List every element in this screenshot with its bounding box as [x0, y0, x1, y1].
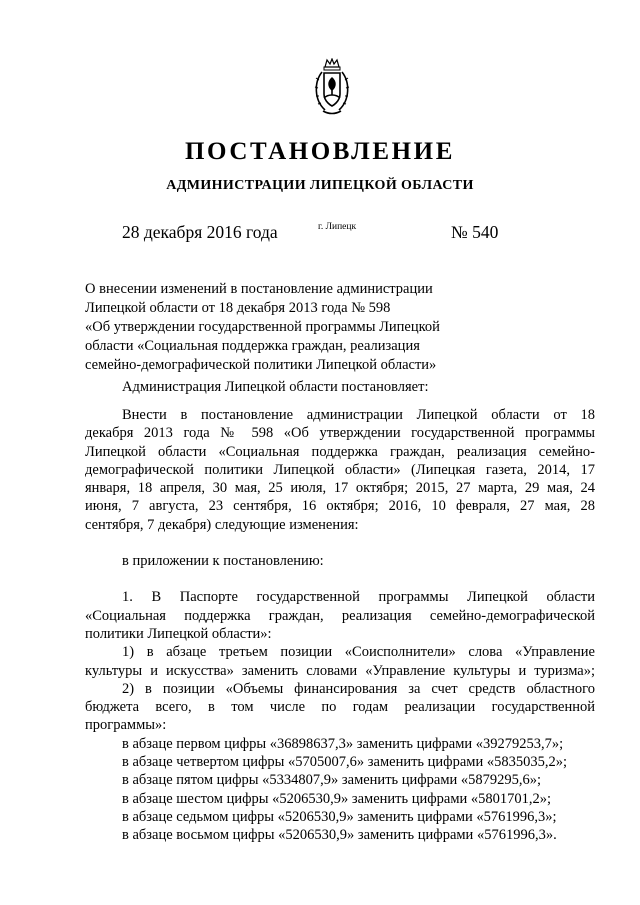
- list-item: в абзаце первом цифры «36898637,3» заменить цифрами «39279253,7»;: [122, 735, 564, 752]
- document-subject: [85, 280, 485, 375]
- passport-paragraph: [85, 588, 595, 643]
- subitems-list: [85, 735, 595, 845]
- decree-statement: Администрация Липецкой области постановляет:: [122, 379, 429, 395]
- list-item: в абзаце восьмом цифры «5206530,9» заменить цифрами «5761996,3».: [122, 827, 557, 844]
- paragraph-line: 1) в абзаце третьем позиции «Соисполнители» слова «Управление: [122, 644, 595, 661]
- paragraph-line: программы»:: [85, 717, 167, 734]
- paragraph-line: сентября, 7 декабря) следующие изменения:: [85, 516, 359, 533]
- list-item: в абзаце пятом цифры «5334807,9» заменить цифрами «5879295,6»;: [122, 772, 542, 789]
- paragraph-line: 2) в позиции «Объемы финансирования за счет средств областного: [122, 680, 595, 697]
- paragraph-line: культуры и искусства» заменить словами «Управление культуры и туризма»;: [85, 662, 595, 679]
- subject-line: Липецкой области от 18 декабря 2013 года № 598: [85, 300, 391, 316]
- list-item: в абзаце шестом цифры «5206530,9» заменить цифрами «5801701,2»;: [122, 790, 552, 807]
- paragraph-line: «Социальная поддержка граждан, реализация семейно-демографической: [85, 607, 595, 624]
- paragraph-line: политики Липецкой области»:: [85, 625, 272, 642]
- paragraph-line: января, 18 апреля, 30 мая, 25 июля, 17 октября; 2015, 27 марта, 29 мая, 24: [85, 480, 595, 497]
- item-2: [85, 680, 595, 735]
- coat-of-arms-icon: [313, 58, 351, 116]
- paragraph-line: демографической политики Липецкой области» (Липецкая газета, 2014, 17: [85, 461, 595, 478]
- subject-line: О внесении изменений в постановление администрации: [85, 281, 433, 297]
- list-item: в абзаце четвертом цифры «5705007,6» заменить цифрами «5835035,2»;: [122, 754, 567, 771]
- intro-paragraph: [85, 406, 595, 534]
- item-1: [85, 643, 595, 680]
- document-number: № 540: [451, 222, 499, 242]
- subject-line: области «Социальная поддержка граждан, реализация: [85, 338, 420, 354]
- paragraph-line: Липецкой области «Социальная поддержка граждан, реализация семейно-: [85, 443, 595, 460]
- document-date: 28 декабря 2016 года: [122, 222, 278, 242]
- document-title: ПОСТАНОВЛЕНИЕ: [184, 138, 456, 165]
- appendix-line: в приложении к постановлению:: [122, 553, 324, 570]
- paragraph-line: декабря 2013 года № 598 «Об утверждении государственной программы: [85, 425, 595, 442]
- document-body: [85, 406, 595, 845]
- paragraph-line: июня, 7 августа, 23 сентября, 16 октября; 2016, 10 февраля, 27 мая, 28: [85, 498, 595, 515]
- list-item: в абзаце седьмом цифры «5206530,9» заменить цифрами «5761996,3»;: [122, 808, 557, 825]
- paragraph-line: бюджета всего, в том числе по годам реализации государственной: [85, 699, 595, 716]
- document-city: г. Липецк: [318, 222, 357, 232]
- issuing-authority: АДМИНИСТРАЦИИ ЛИПЕЦКОЙ ОБЛАСТИ: [166, 178, 474, 193]
- paragraph-line: Внести в постановление администрации Липецкой области от 18: [122, 407, 595, 423]
- subject-line: семейно-демографической политики Липецкой области»: [85, 357, 437, 373]
- paragraph-line: 1. В Паспорте государственной программы Липецкой области: [122, 589, 595, 606]
- subject-line: «Об утверждении государственной программы Липецкой: [85, 319, 440, 335]
